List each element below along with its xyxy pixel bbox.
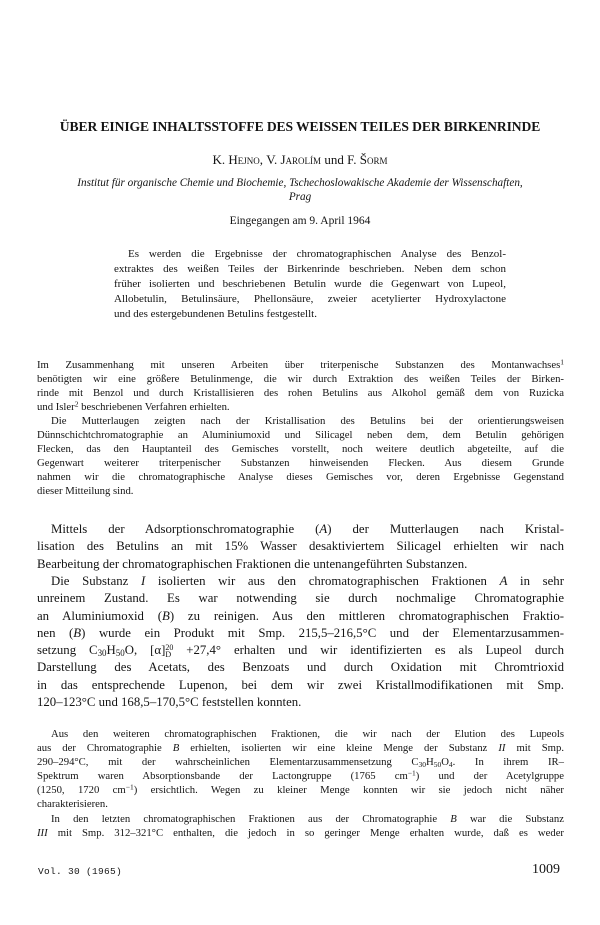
subscript: 50 [433,759,442,769]
text-span: Im Zusammenhang mit unseren Arbeiten über triterpenische Substanzen des Montanwachses [37,359,561,371]
text-span: O, [α] [124,643,166,658]
text-line: Darstellung des Acetats, des Benzoats und durch Oxidation mit Chromtrioxid [37,660,564,675]
text-span: In den letzten chromatographischen Fraktionen aus der Chromatographie [51,813,451,825]
text-span: Mittels der Adsorptionschromatographie ( [51,522,320,536]
journal-volume: Vol. 30 (1965) [38,866,123,877]
text-line [37,358,564,372]
text-span: beschriebenen Verfahren erhielten. [78,401,230,414]
author-list [30,152,570,168]
text-line: dieser Mitteilung sind. [37,485,134,498]
author-separator: , [259,152,267,167]
subscript: 50 [115,648,125,659]
text-span: in sehr [507,574,564,588]
subscript: D [165,650,172,660]
text-span: (1250, 1720 cm [37,784,126,797]
paragraph-6 [37,812,564,840]
text-line [37,783,564,797]
affiliation-line: Prag [288,191,312,203]
text-span: isolierten wir aus den chromatographischen Fraktionen [145,574,500,588]
text-span: mit Smp. [505,742,564,755]
text-line: in das entsprechende Lupenon, bei dem wir zwei Kristallmodifikationen mit Smp. [37,677,564,692]
text-line [37,826,564,840]
page-number: 1009 [532,862,560,877]
text-line: 120–123°C und 168,5–170,5°C feststellen konnten. [37,695,302,710]
text-span: an Aluminiumoxid ( [37,608,163,623]
text-span: . In ihrem IR– [452,756,564,769]
italic-symbol: A [499,574,508,588]
subscript: 4 [448,759,453,769]
text-line: Gegenwart weiterer triterpenischer Substanzen hinweisenden Flecken. Aus diesem Grunde [37,457,564,470]
footnote-ref: 2 [74,399,79,409]
text-line [37,642,564,659]
text-line [37,608,564,625]
text-span: H [426,756,434,769]
text-line: charakterisieren. [37,798,108,811]
text-line [37,755,564,769]
italic-symbol: B [162,608,170,623]
italic-symbol: B [172,742,180,755]
text-span: ) der Mutterlaugen nach Kristal- [327,522,564,536]
abstract-line: früher isolierten und beschriebenen Betulin wurde die Gegenwart von Lupeol, [114,278,506,291]
abstract-line: und des estergebundenen Betulins festgestellt. [114,308,317,321]
text-line [37,400,564,414]
text-line: Flecken, das den Hauptanteil des Gemisches vorstellt, noch weitere deutlich abgeteilte, auf die [37,443,564,456]
text-span: ) ersichtlich. Wegen zu kleiner Menge konnten wir sie jedoch nicht näher [133,784,564,797]
paragraph-3 [37,521,564,573]
received-date: Eingegangen am 9. April 1964 [229,215,371,227]
subscript: 30 [418,759,426,769]
text-span: ) und der Acetylgruppe [415,770,565,783]
italic-symbol: II [498,742,506,755]
paragraph-2 [37,414,564,498]
author-separator: und [321,152,348,167]
text-line: Die Mutterlaugen zeigten nach der Kristallisation des Betulins bei der orientierungsweisen [51,415,564,427]
paragraph-1 [37,358,564,414]
text-span: 290–294°C, mit der wahrscheinlichen Elementarzusammensetzung C [37,756,419,769]
text-line [37,812,564,826]
text-line [37,741,564,755]
superscript: 20 [165,643,174,653]
article-title: ÜBER EINIGE INHALTSSTOFFE DES WEISSEN TEILES DER BIRKENRINDE [59,119,541,134]
italic-symbol: A [319,522,328,536]
footnote-ref: 1 [560,357,564,367]
abstract [114,247,506,322]
text-span: setzung C [37,643,98,658]
text-span: mit Smp. 312–321°C enthalten, die jedoch in so geringer Menge erhalten wurde, daß es weder [47,827,564,840]
abstract-line: Es werden die Ergebnisse der chromatographischen Analyse des Benzol- [128,248,506,260]
author-2: V. Jarolím [266,152,322,167]
text-line [37,521,564,538]
text-line: nahmen wir die chromatographische Analyse dieses Gemisches vor, deren Ergebnisse Gegenstand [37,471,564,484]
text-line: benötigten wir eine größere Betulinmenge, die wir durch Extraktion des weißen Teiles der Birken- [37,373,564,386]
text-line: Dünnschichtchromatographie an Aluminiumoxid und Silicagel neben dem, dem Betulin gehörigen [37,429,564,442]
subscript: 30 [97,648,107,659]
text-span: ) zu reinigen. Aus den mittleren chromatographischen Fraktio- [169,608,564,623]
text-span: Die Substanz [51,574,141,588]
abstract-line: extraktes des weißen Teiles der Birkenrinde beschrieben. Neben dem schon [114,263,506,276]
author-1: K. Hejno [212,152,260,167]
text-span: ) wurde ein Produkt mit Smp. 215,5–216,5°C und der Elementarzusammen- [81,625,564,640]
text-span: H [106,643,116,658]
affiliation-line: Institut für organische Chemie und Biochemie, Tschechoslowakische Akademie der Wissenschaften, [77,177,523,189]
text-span: nen ( [37,625,74,640]
text-line [37,573,564,590]
text-line: Bearbeitung der chromatographischen Fraktionen die untenangeführten Substanzen. [37,556,468,571]
superscript: −1 [407,768,416,778]
paragraph-5 [37,727,564,811]
author-3: F. Šorm [347,152,388,167]
superscript: −1 [125,782,134,792]
text-line: unreinem Zustand. Es war notwending sie durch nochmalige Chromatographie [37,591,564,606]
text-span: Spektrum waren Absorptionsbande der Lactongruppe (1765 cm [37,770,408,783]
italic-symbol: III [37,827,48,840]
italic-symbol: I [140,574,146,588]
affiliation [30,176,570,204]
text-span: und Isler [37,401,75,414]
text-span: erhielten, isolierten wir eine kleine Menge der Substanz [179,742,499,755]
text-span: aus der Chromatographie [37,742,173,755]
text-line: lisation des Betulins an mit 15% Wasser desaktiviertem Silicagel erhielten wir nach [37,539,564,554]
text-line [37,625,564,642]
text-line: rinde mit Benzol und durch Kristallisieren des rohen Betulins aus Alkohol gemäß dem von Ruzicka [37,387,564,400]
text-span: O [441,756,449,769]
text-line [37,769,564,783]
text-span: +27,4° erhalten und wir identifizierten es als Lupeol durch [173,643,565,658]
italic-symbol: B [450,813,457,825]
abstract-line: Allobetulin, Betulinsäure, Phellonsäure, zweier acetylierter Hydroxylactone [114,293,506,306]
text-span: war die Substanz [456,813,564,825]
paragraph-4 [37,573,564,711]
italic-symbol: B [73,625,82,640]
text-line: Aus den weiteren chromatographischen Fraktionen, die wir nach der Elution des Lupeols [51,728,564,740]
